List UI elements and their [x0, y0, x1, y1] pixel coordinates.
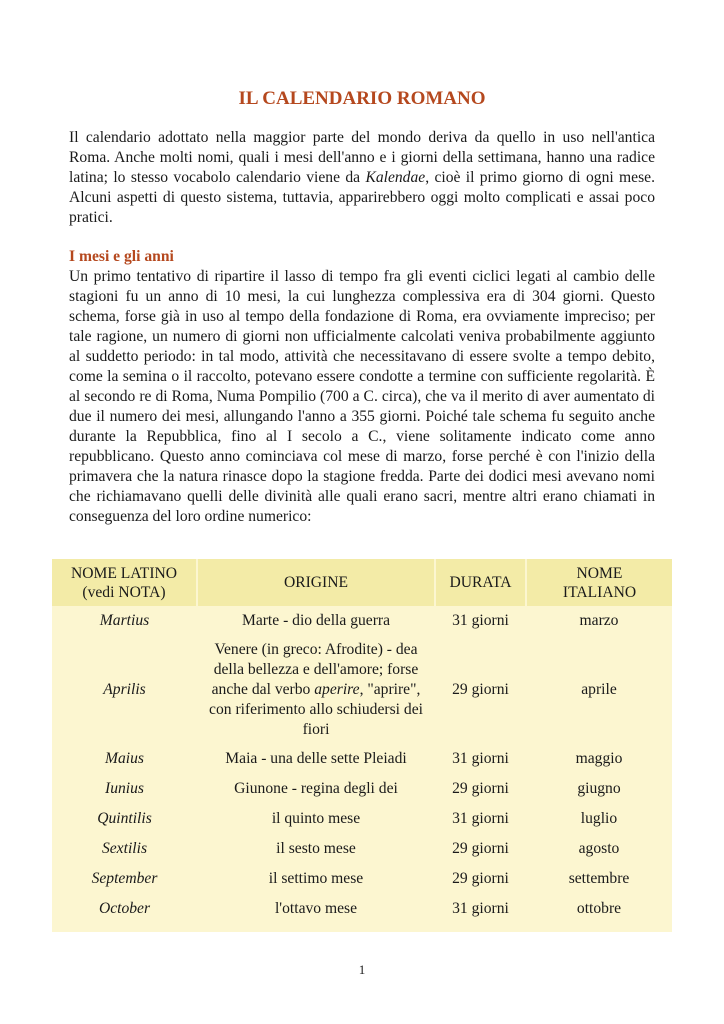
table-row [52, 894, 672, 924]
cell-italian: luglio [580, 810, 618, 827]
cell-duration: 31 giorni [452, 900, 509, 917]
cell-latin: Sextilis [101, 840, 148, 857]
cell-origin: il sesto mese [276, 840, 356, 857]
cell-duration: 29 giorni [452, 681, 509, 698]
header-duration: DURATA [435, 559, 526, 606]
cell-latin: Aprilis [103, 681, 146, 698]
page-number: 1 [358, 962, 366, 977]
cell-latin: October [98, 900, 151, 917]
cell-italian: aprile [581, 681, 617, 698]
table-row [52, 606, 672, 636]
cell-italian: giugno [577, 780, 621, 797]
months-table [52, 559, 672, 924]
header-italian-name: NOME ITALIANO [526, 559, 672, 606]
cell-duration: 31 giorni [452, 750, 509, 767]
cell-latin: Martius [99, 612, 150, 629]
table-row [52, 774, 672, 804]
cell-origin: il settimo mese [268, 870, 364, 887]
table-row [52, 744, 672, 774]
cell-origin: l'ottavo mese [274, 900, 358, 917]
cell-latin: Quintilis [97, 810, 152, 827]
cell-italian: marzo [579, 612, 619, 629]
table-header-row [52, 559, 672, 606]
cell-duration: 31 giorni [452, 810, 509, 827]
table-row [52, 804, 672, 834]
intro-paragraph [69, 128, 655, 228]
cell-latin: Maius [105, 750, 144, 767]
table-row [52, 834, 672, 864]
cell-duration: 29 giorni [452, 780, 509, 797]
cell-italian: ottobre [576, 900, 622, 917]
cell-origin: Giunone - regina degli dei [234, 780, 398, 797]
table-row [52, 636, 672, 744]
cell-origin: Marte - dio della guerra [241, 612, 391, 629]
cell-latin: Iunius [105, 780, 144, 797]
cell-origin: il quinto mese [271, 810, 361, 827]
document-body [69, 86, 655, 527]
intro-text-1: Il calendario adottato nella maggior parte del mondo deriva da quello in uso nell'antica Roma. Anche molti nomi, quali i mesi dell'anno e i giorni della settimana, hanno una radice latina; lo stesso vocabolo calendario viene da [69, 129, 655, 186]
cell-origin: Maia - una delle sette Pleiadi [225, 750, 407, 767]
section-paragraph: Un primo tentativo di ripartire il lasso di tempo fra gli eventi ciclici legati al cambio delle stagioni fu un anno di 10 mesi, la cui lunghezza complessiva era di 304 giorni. Questo schema, forse già in uso al tempo della fondazione di Roma, era ovviamente impreciso; per tale ragione, un numero di giorni non ufficialmente calcolati veniva probabilmente aggiunto al suddetto periodo: in tal modo, attività che necessitavano di essere svolte a tempo debito, come la semina o il raccolto, potevano essere condotte a termine con sufficiente regolarità. È al secondo re di Roma, Numa Pompilio (700 a C. circa), che va il merito di aver aumentato di due il numero dei mesi, allungando l'anno a 355 giorni. Poiché tale schema fu seguito anche durante la Repubblica, fino al I secolo a C., viene solitamente indicato come anno repubblicano. Questo anno cominciava col mese di marzo, forse perché è con l'inizio della primavera che la natura rinasce dopo la stagione fredda. Parte dei dodici mesi avevano nomi che richiamavano quelli delle divinità alle quali erano sacri, mentre altri erano chiamati in conseguenza del loro ordine numerico: [69, 268, 655, 525]
cell-duration: 29 giorni [452, 870, 509, 887]
section-heading: I mesi e gli anni [69, 248, 174, 265]
page-title: IL CALENDARIO ROMANO [238, 88, 486, 109]
cell-italian: maggio [575, 750, 623, 767]
table-row [52, 864, 672, 894]
cell-italian: agosto [578, 840, 620, 857]
months-table-container [52, 559, 672, 932]
cell-origin: Venere (in greco: Afrodite) - dea della bellezza e dell'amore; forse anche dal verbo aperire, "aprire", con riferimento allo schiudersi dei fiori [209, 641, 423, 738]
header-latin-name: NOME LATINO (vedi NOTA) [52, 559, 197, 606]
cell-latin: September [91, 870, 158, 887]
cell-italian: settembre [568, 870, 630, 887]
intro-text-2: , cioè il primo giorno di ogni mese. Alcuni aspetti di questo sistema, tuttavia, apparirebbero oggi molto complicati e assai poco pratici. [69, 169, 655, 226]
cell-duration: 31 giorni [452, 612, 509, 629]
intro-kalendae: Kalendae [365, 169, 426, 186]
cell-duration: 29 giorni [452, 840, 509, 857]
header-origin: ORIGINE [197, 559, 435, 606]
